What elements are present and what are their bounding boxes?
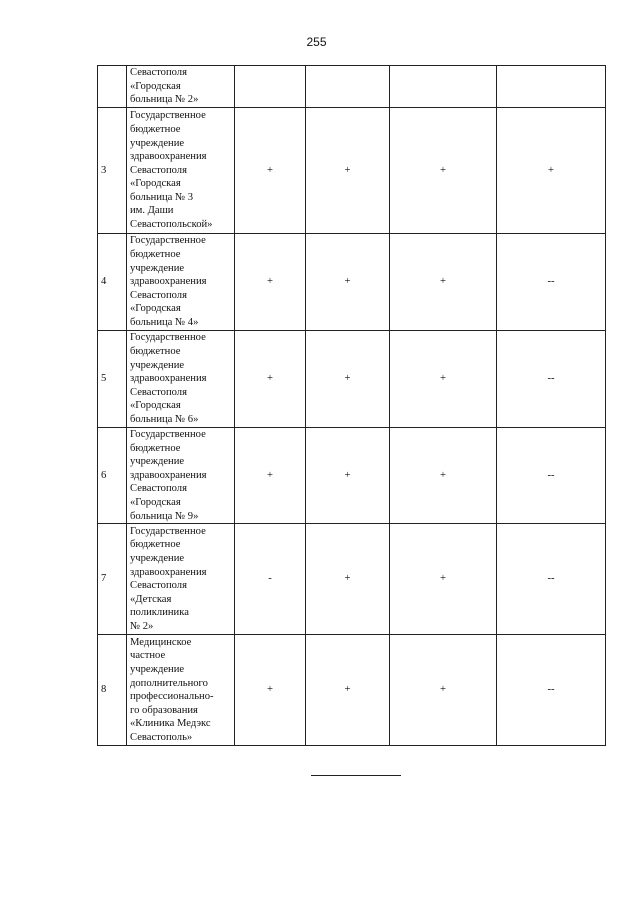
mark-cell: + [306, 108, 390, 234]
table-row [98, 234, 606, 331]
row-number: 8 [98, 635, 127, 746]
table-row [98, 524, 606, 635]
institutions-table [97, 65, 606, 746]
mark-cell: -- [497, 635, 606, 746]
mark-cell: + [235, 331, 306, 428]
mark-cell [390, 66, 497, 108]
table-row [98, 108, 606, 234]
mark-cell [235, 66, 306, 108]
table-row [98, 635, 606, 746]
mark-cell: + [235, 428, 306, 524]
mark-cell: + [390, 524, 497, 635]
mark-cell: - [235, 524, 306, 635]
mark-cell [497, 66, 606, 108]
mark-cell [306, 66, 390, 108]
mark-cell: + [390, 428, 497, 524]
mark-cell: + [390, 108, 497, 234]
institution-name: Государственное бюджетное учреждение здравоохранения Севастополя «Детская поликлиника № 2» [127, 524, 235, 635]
mark-cell: -- [497, 524, 606, 635]
mark-cell: + [390, 331, 497, 428]
mark-cell: + [235, 108, 306, 234]
table-row [98, 331, 606, 428]
mark-cell: + [306, 524, 390, 635]
mark-cell: + [390, 635, 497, 746]
mark-cell: -- [497, 428, 606, 524]
mark-cell: + [306, 234, 390, 331]
row-number: 7 [98, 524, 127, 635]
mark-cell: + [235, 234, 306, 331]
row-number: 6 [98, 428, 127, 524]
mark-cell: + [235, 635, 306, 746]
institution-name: Государственное бюджетное учреждение здравоохранения Севастополя «Городская больница № 3 им. Даши Севастопольской» [127, 108, 235, 234]
closing-rule [311, 775, 401, 776]
mark-cell: -- [497, 234, 606, 331]
mark-cell: -- [497, 331, 606, 428]
mark-cell: + [497, 108, 606, 234]
mark-cell: + [306, 331, 390, 428]
row-number [98, 66, 127, 108]
mark-cell: + [306, 428, 390, 524]
row-number: 4 [98, 234, 127, 331]
institution-name: Медицинское частное учреждение дополнительного профессионально- го образования «Клиника Медэкс Севастополь» [127, 635, 235, 746]
mark-cell: + [306, 635, 390, 746]
table-row [98, 428, 606, 524]
institution-name: Севастополя «Городская больница № 2» [127, 66, 235, 108]
page-number: 255 [306, 35, 327, 49]
institution-name: Государственное бюджетное учреждение здравоохранения Севастополя «Городская больница № 9» [127, 428, 235, 524]
row-number: 3 [98, 108, 127, 234]
mark-cell: + [390, 234, 497, 331]
institution-name: Государственное бюджетное учреждение здравоохранения Севастополя «Городская больница № 6» [127, 331, 235, 428]
institution-name: Государственное бюджетное учреждение здравоохранения Севастополя «Городская больница № 4» [127, 234, 235, 331]
row-number: 5 [98, 331, 127, 428]
table-row [98, 66, 606, 108]
